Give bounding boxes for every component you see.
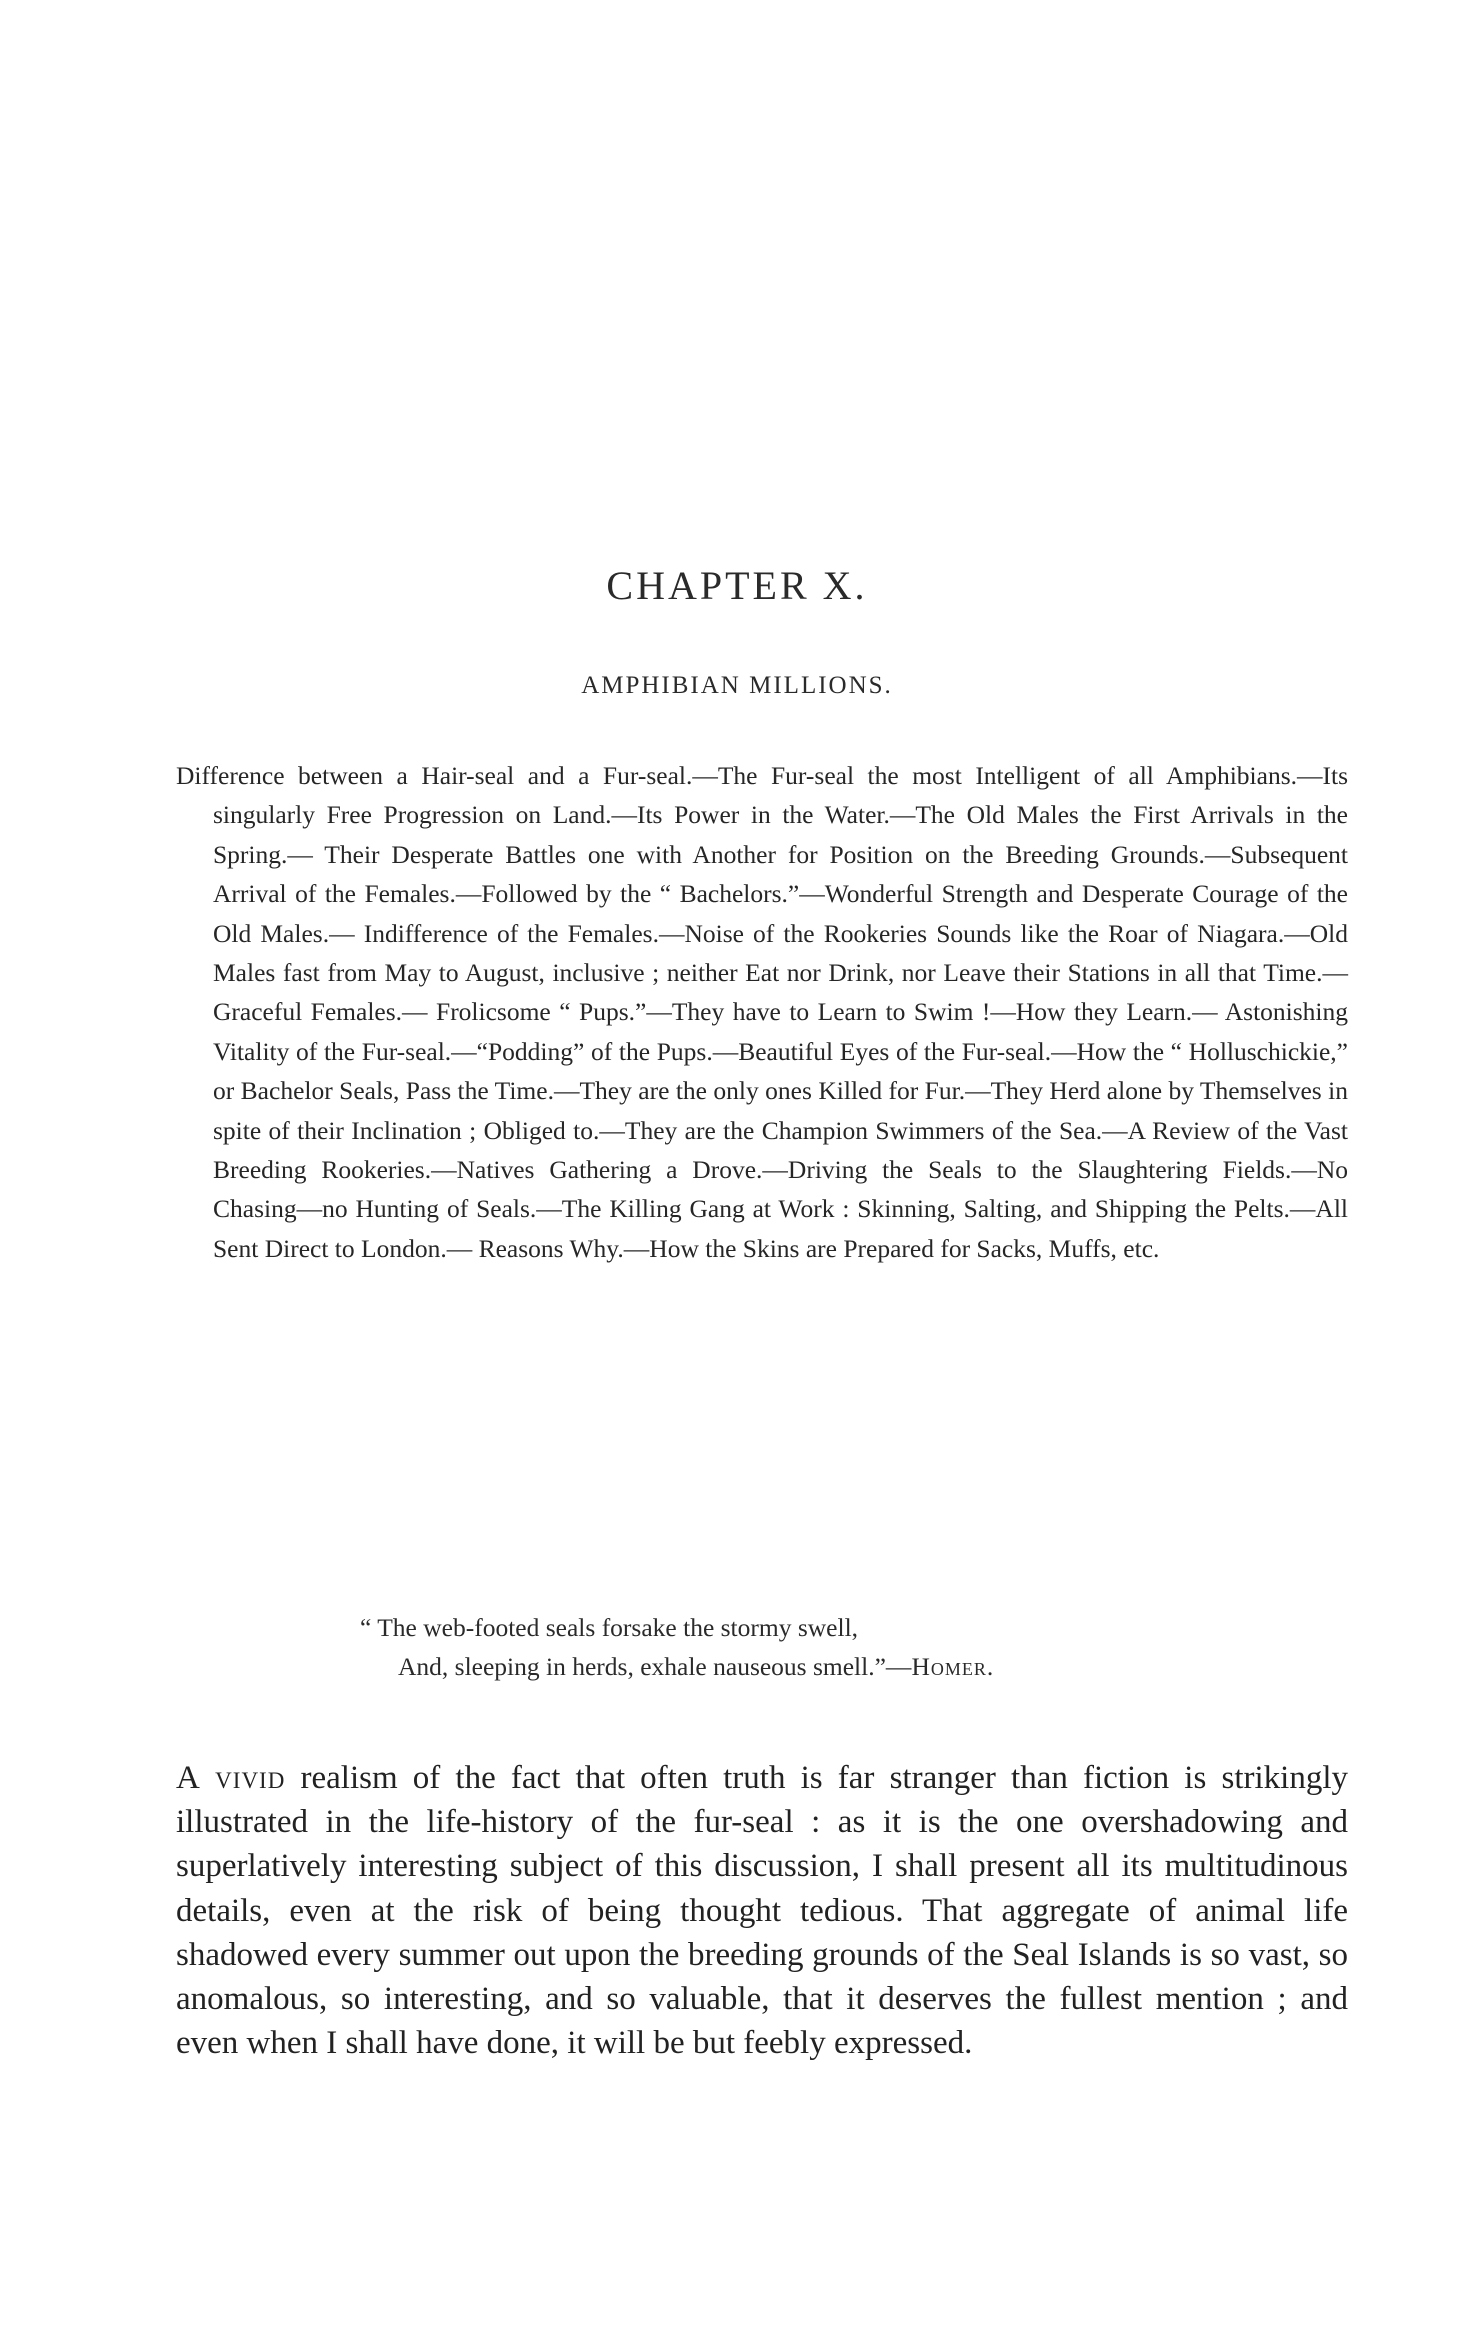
- chapter-title: CHAPTER X.: [606, 563, 868, 608]
- epigraph-line-2-wrapper: [360, 1647, 994, 1686]
- epigraph-line-1: “ The web-footed seals forsake the stormy swell,: [360, 1613, 859, 1642]
- body-paragraph: [176, 1756, 1348, 2065]
- epigraph: [360, 1608, 994, 1686]
- chapter-synopsis: Difference between a Hair-seal and a Fur-seal.—The Fur-seal the most Intelligent of all Amphibians.—Its singularly Free Progression on Land.—Its Power in the Water.—The Old Males the First Arrivals in the Spring.— Their Desperate Battles one with Another for Position on the Breeding Grounds.—Subsequent Arrival of the Females.—Followed by the “ Bachelors.”—Wonderful Strength and Desperate Courage of the Old Males.— Indifference of the Females.—Noise of the Rookeries Sounds like the Roar of Niagara.—Old Males fast from May to August, inclusive ; neither Eat nor Drink, nor Leave their Stations in all that Time.—Graceful Females.— Frolicsome “ Pups.”—They have to Learn to Swim !—How they Learn.— Astonishing Vitality of the Fur-seal.—“Podding” of the Pups.—Beautiful Eyes of the Fur-seal.—How the “ Holluschickie,” or Bachelor Seals, Pass the Time.—They are the only ones Killed for Fur.—They Herd alone by Themselves in spite of their Inclination ; Obliged to.—They are the Champion Swimmers of the Sea.—A Review of the Vast Breeding Rookeries.—Natives Gathering a Drove.—Driving the Seals to the Slaughtering Fields.—No Chasing—no Hunting of Seals.—The Killing Gang at Work : Skinning, Salting, and Shipping the Pelts.—All Sent Direct to London.— Reasons Why.—How the Skins are Prepared for Sacks, Muffs, etc.: [176, 761, 1348, 1263]
- epigraph-author: Homer.: [911, 1652, 995, 1681]
- body-text: realism of the fact that often truth is far stranger than fiction is strikingly illustrated in the life-history of the fur-seal : as it is the one overshadowing and superlatively interesting subject of this discussion, I shall present all its multitudinous details, even at the risk of being thought tedious. That aggregate of animal life shadowed every summer out upon the breeding grounds of the Seal Islands is so vast, so anomalous, so interesting, and so valuable, that it deserves the fullest mention ; and even when I shall have done, it will be but feebly expressed.: [176, 1760, 1348, 2062]
- chapter-subtitle: AMPHIBIAN MILLIONS.: [581, 672, 893, 699]
- body-lead-words: A vivid: [176, 1760, 286, 1796]
- epigraph-line-2: And, sleeping in herds, exhale nauseous smell.”—: [398, 1652, 912, 1681]
